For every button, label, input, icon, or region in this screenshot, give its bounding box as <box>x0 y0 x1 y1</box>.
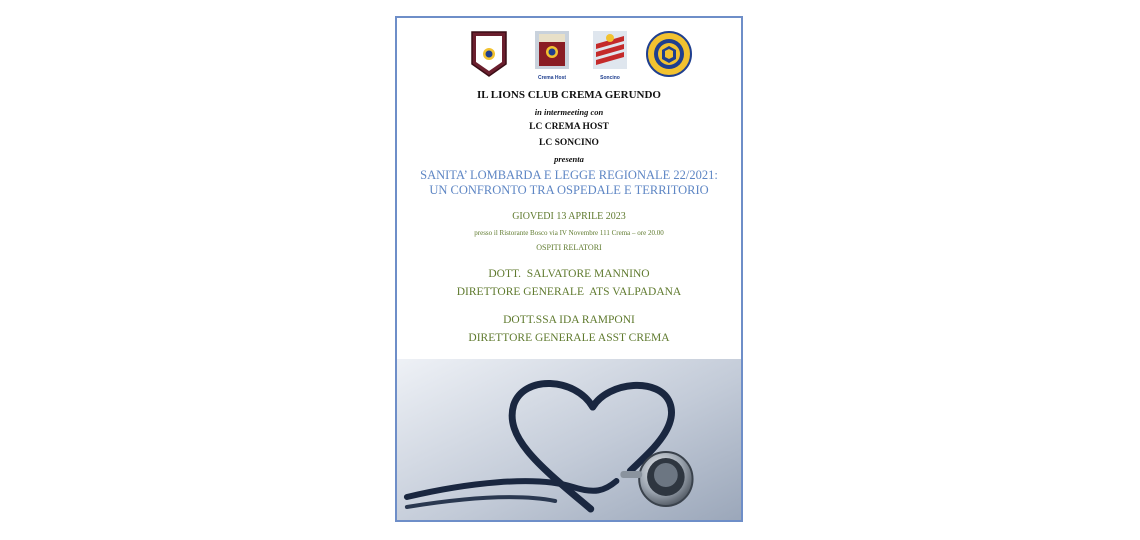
soncino-caption: Soncino <box>600 75 620 81</box>
guest-speakers-heading: OSPITI RELATORI <box>536 243 602 252</box>
event-date: GIOVEDI 13 APRILE 2023 <box>512 211 626 222</box>
partner-club-soncino: LC SONCINO <box>539 138 599 148</box>
speaker-1-name: DOTT. SALVATORE MANNINO <box>488 268 650 280</box>
partner-club-crema-host: LC CREMA HOST <box>529 122 609 132</box>
crema-host-caption: Crema Host <box>537 75 567 81</box>
event-title-line2: UN CONFRONTO TRA OSPEDALE E TERRITORIO <box>429 183 709 197</box>
crema-host-crest-icon <box>534 30 570 70</box>
presenta-label: presenta <box>554 154 584 164</box>
speaker-2-role: DIRETTORE GENERALE ASST CREMA <box>468 332 670 344</box>
soncino-crest-icon <box>592 30 628 70</box>
speaker-2-name: DOTT.SSA IDA RAMPONI <box>503 314 635 326</box>
organizer-club: IL LIONS CLUB CREMA GERUNDO <box>477 89 661 101</box>
speaker-1-role: DIRETTORE GENERALE ATS VALPADANA <box>456 286 682 298</box>
event-title-line1: SANITA’ LOMBARDA E LEGGE REGIONALE 22/2021: <box>420 168 718 182</box>
logo-row <box>397 30 741 80</box>
lions-club-gerundo-logo <box>470 30 508 78</box>
stethoscope-heart-photo <box>397 359 741 522</box>
lc-soncino-logo <box>592 30 628 81</box>
event-venue: presso il Ristorante Bosco via IV Novembre 111 Crema – ore 20.00 <box>474 229 664 237</box>
lions-international-emblem <box>646 31 692 77</box>
event-flyer <box>395 16 743 522</box>
intermeeting-note: in intermeeting con <box>534 107 604 117</box>
lc-crema-host-logo <box>534 30 570 81</box>
